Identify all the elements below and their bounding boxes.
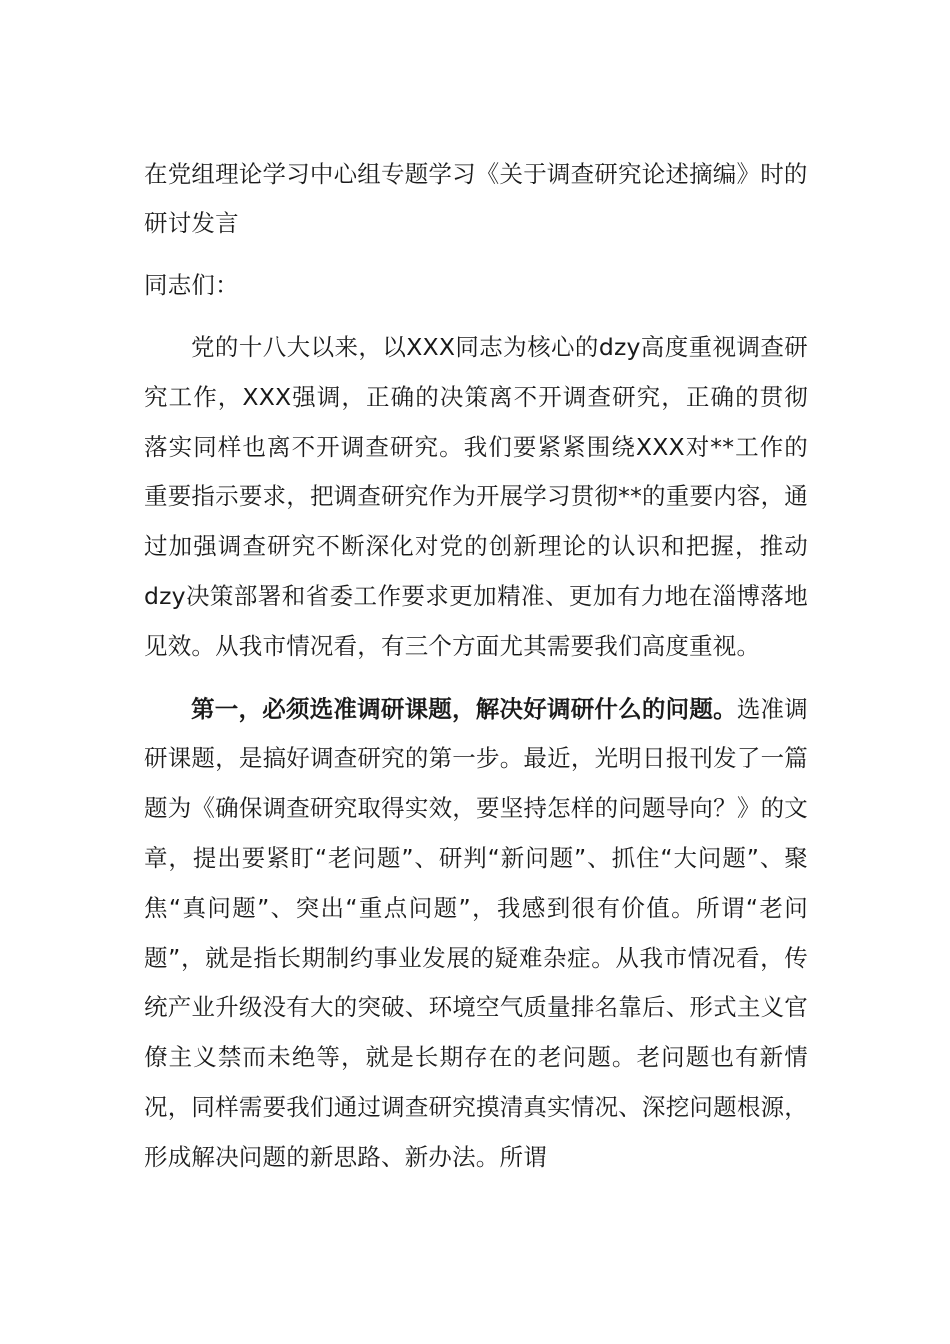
greeting: 同志们： bbox=[144, 271, 239, 299]
paragraph-text: 选准调研课题，是搞好调查研究的第一步。最近，光明日报刊发了一篇题为《确保调查研究取得实效，要坚持怎样的问题导向？》的文章，提出要紧盯“老问题”、研判“新问题”、抓住“大问题”、聚焦“真问题”、突出“重点问题”，我感到很有价值。所谓“老问题”，就是指长期制约事业发展的疑难杂症。从我市情况看，传统产业升级没有大的突破、环境空气质量排名靠后、形式主义官僚主义禁而未绝等，就是长期存在的老问题。老问题也有新情况，同样需要我们通过调查研究摸清真实情况、深挖问题根源，形成解决问题的新思路、新办法。所谓 bbox=[144, 694, 808, 1171]
paragraph-intro bbox=[144, 323, 808, 672]
paragraph-lead-heading: 第一，必须选准调研课题，解决好调研什么的问题。 bbox=[191, 694, 737, 723]
paragraph-text: 党的十八大以来，以XXX同志为核心的dzy高度重视调查研究工作，XXX强调，正确的决策离不开调查研究，正确的贯彻落实同样也离不开调查研究。我们要紧紧围绕XXX对**工作的重要指示要求，把调查研究作为开展学习贯彻**的重要内容，通过加强调查研究不断深化对党的创新理论的认识和把握，推动dzy决策部署和省委工作要求更加精准、更加有力地在淄博落地见效。从我市情况看，有三个方面尤其需要我们高度重视。 bbox=[144, 333, 808, 660]
document-page bbox=[144, 150, 808, 1183]
document-title: 在党组理论学习中心组专题学习《关于调查研究论述摘编》时的研讨发言 bbox=[144, 160, 808, 237]
paragraph-point-one bbox=[144, 685, 808, 1183]
